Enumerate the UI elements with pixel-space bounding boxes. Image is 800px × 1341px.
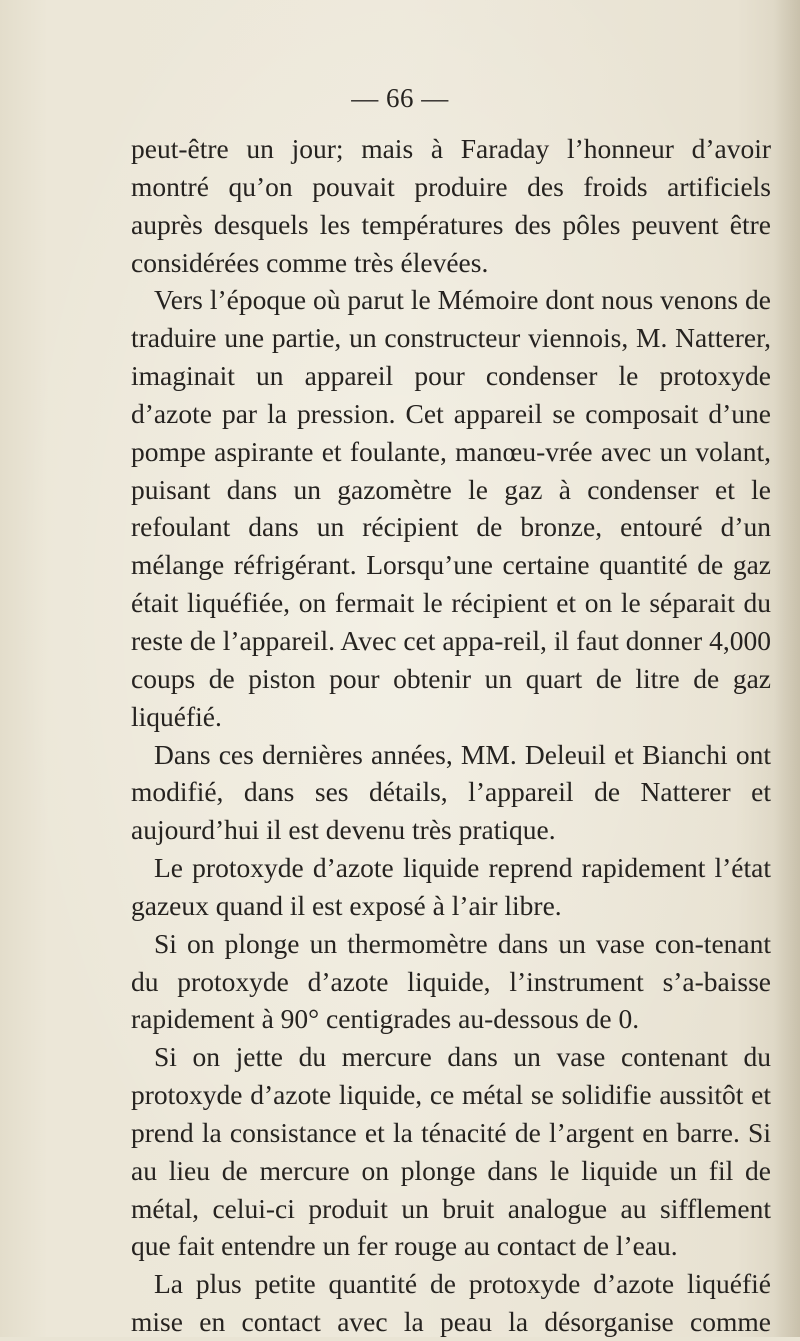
body-text [131, 130, 771, 1341]
paragraph-3: Dans ces dernières années, MM. Deleuil et Bianchi ont modifié, dans ses détails, l’appareil de Natterer et aujourd’hui il est devenu très pratique. [131, 738, 771, 846]
paragraph-7: La plus petite quantité de protoxyde d’azote liquéfié mise en contact avec la peau la désorganise comme [131, 1268, 771, 1338]
page-number: — 66 — [351, 83, 449, 113]
paragraph-2: Vers l’époque où parut le Mémoire dont nous venons de traduire une partie, un constructeur viennois, M. Natterer, imaginait un appareil pour condenser le protoxyde d’azote par la pression. Cet appareil se composait d’une pompe aspirante et foulante, manœu-vrée avec un volant, puisant dans un gazomètre le gaz à condenser et le refoulant dans un récipient de bronze, entouré d’un mélange réfrigérant. Lorsqu’une certaine quantité de gaz était liquéfiée, on fermait le récipient et on le séparait du reste de l’appareil. Avec cet appa-reil, il faut donner 4,000 coups de piston pour obtenir un quart de litre de gaz liquéfié. [131, 284, 771, 732]
paragraph-1: peut-être un jour; mais à Faraday l’honneur d’avoir montré qu’on pouvait produire des froids artificiels auprès desquels les températures des pôles peuvent être considérées comme très élevées. [131, 133, 771, 278]
paragraph-4: Le protoxyde d’azote liquide reprend rapidement l’état gazeux quand il est exposé à l’air libre. [131, 852, 771, 921]
paragraph-5: Si on plonge un thermomètre dans un vase con-tenant du protoxyde d’azote liquide, l’instrument s’a-baisse rapidement à 90° centigrades au-dessous de 0. [131, 927, 771, 1035]
paragraph-6: Si on jette du mercure dans un vase contenant du protoxyde d’azote liquide, ce métal se solidifie aussitôt et prend la consistance et la ténacité de l’argent en barre. Si au lieu de mercure on plonge dans le liquide un fil de métal, celui-ci produit un bruit analogue au sifflement que fait entendre un fer rouge au contact de l’eau. [131, 1041, 771, 1262]
page-edge-shadow [774, 0, 800, 1337]
